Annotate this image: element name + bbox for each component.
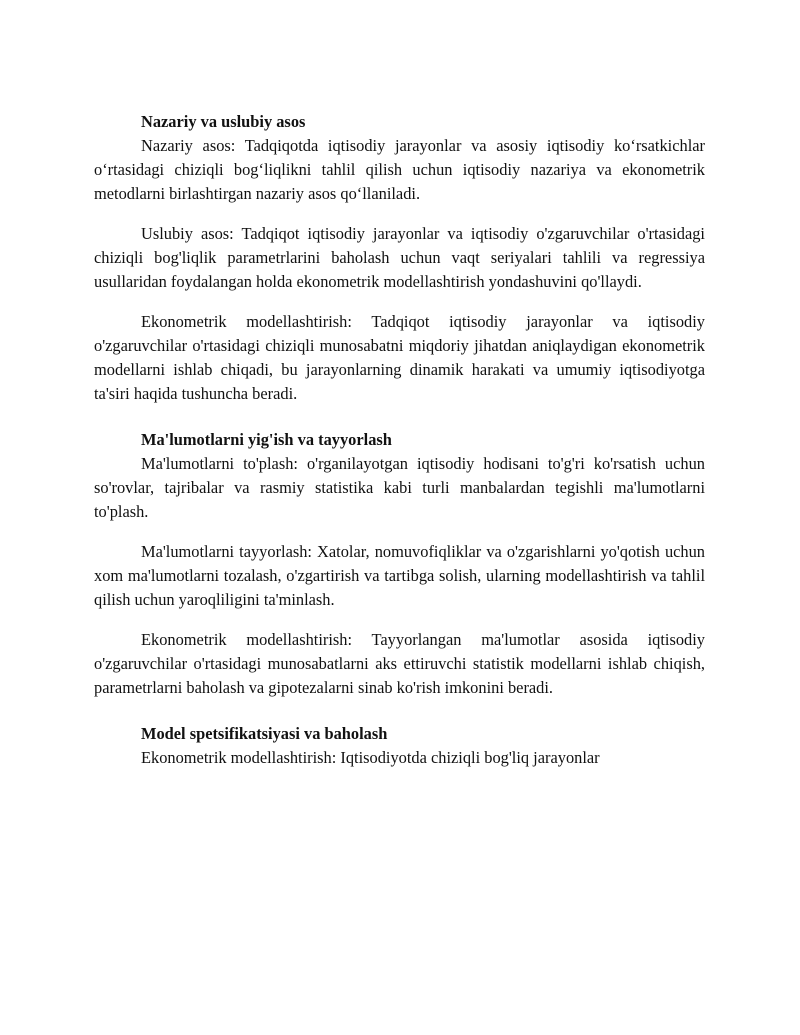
document-body — [94, 110, 705, 770]
section-heading: Ma'lumotlarni yig'ish va tayyorlash — [141, 430, 392, 449]
paragraph: Ekonometrik modellashtirish: Tayyorlangan ma'lumotlar asosida iqtisodiy o'zgaruvchilar o'rtasidagi munosabatlarni aks ettiruvchi statistik modellarni ishlab chiqish, parametrlarni baholash va gipotezalarni sinab ko'rish imkonini beradi. — [94, 630, 705, 697]
section-model-specification — [94, 722, 705, 770]
paragraph: Uslubiy asos: Tadqiqot iqtisodiy jarayonlar va iqtisodiy o'zgaruvchilar o'rtasidagi chiziqli bog'liqlik parametrlarini baholash uchun vaqt seriyalari tahlili va regressiya usullaridan foydalangan holda ekonometrik modellashtirish yondashuvini qo'llaydi. — [94, 224, 705, 291]
paragraph: Ma'lumotlarni to'plash: o'rganilayotgan iqtisodiy hodisani to'g'ri ko'rsatish uchun so'rovlar, tajribalar va rasmiy statistika kabi turli manbalardan tegishli ma'lumotlarni to'plash. — [94, 454, 705, 521]
section-theoretical-basis — [94, 110, 705, 406]
section-heading: Nazariy va uslubiy asos — [141, 112, 306, 131]
section-heading: Model spetsifikatsiyasi va baholash — [141, 724, 388, 743]
section-data-collection — [94, 428, 705, 700]
paragraph: Nazariy asos: Tadqiqotda iqtisodiy jarayonlar va asosiy iqtisodiy ko‘rsatkichlar o‘rtasidagi chiziqli bog‘liqlikni tahlil qilish uchun iqtisodiy nazariya va ekonometrik metodlarni birlashtirgan nazariy asos qo‘llaniladi. — [94, 136, 705, 203]
paragraph: Ma'lumotlarni tayyorlash: Xatolar, nomuvofiqliklar va o'zgarishlarni yo'qotish uchun xom ma'lumotlarni tozalash, o'zgartirish va tartibga solish, ularning modellashtirish va tahlil qilish uchun yaroqliligini ta'minlash. — [94, 542, 705, 609]
paragraph: Ekonometrik modellashtirish: Tadqiqot iqtisodiy jarayonlar va iqtisodiy o'zgaruvchilar o'rtasidagi chiziqli munosabatni miqdoriy jihatdan aniqlaydigan ekonometrik modellarni ishlab chiqadi, bu jarayonlarning dinamik harakati va umumiy iqtisodiyotga ta'siri haqida tushuncha beradi. — [94, 312, 705, 403]
paragraph: Ekonometrik modellashtirish: Iqtisodiyotda chiziqli bog'liq jarayonlar — [141, 748, 600, 767]
